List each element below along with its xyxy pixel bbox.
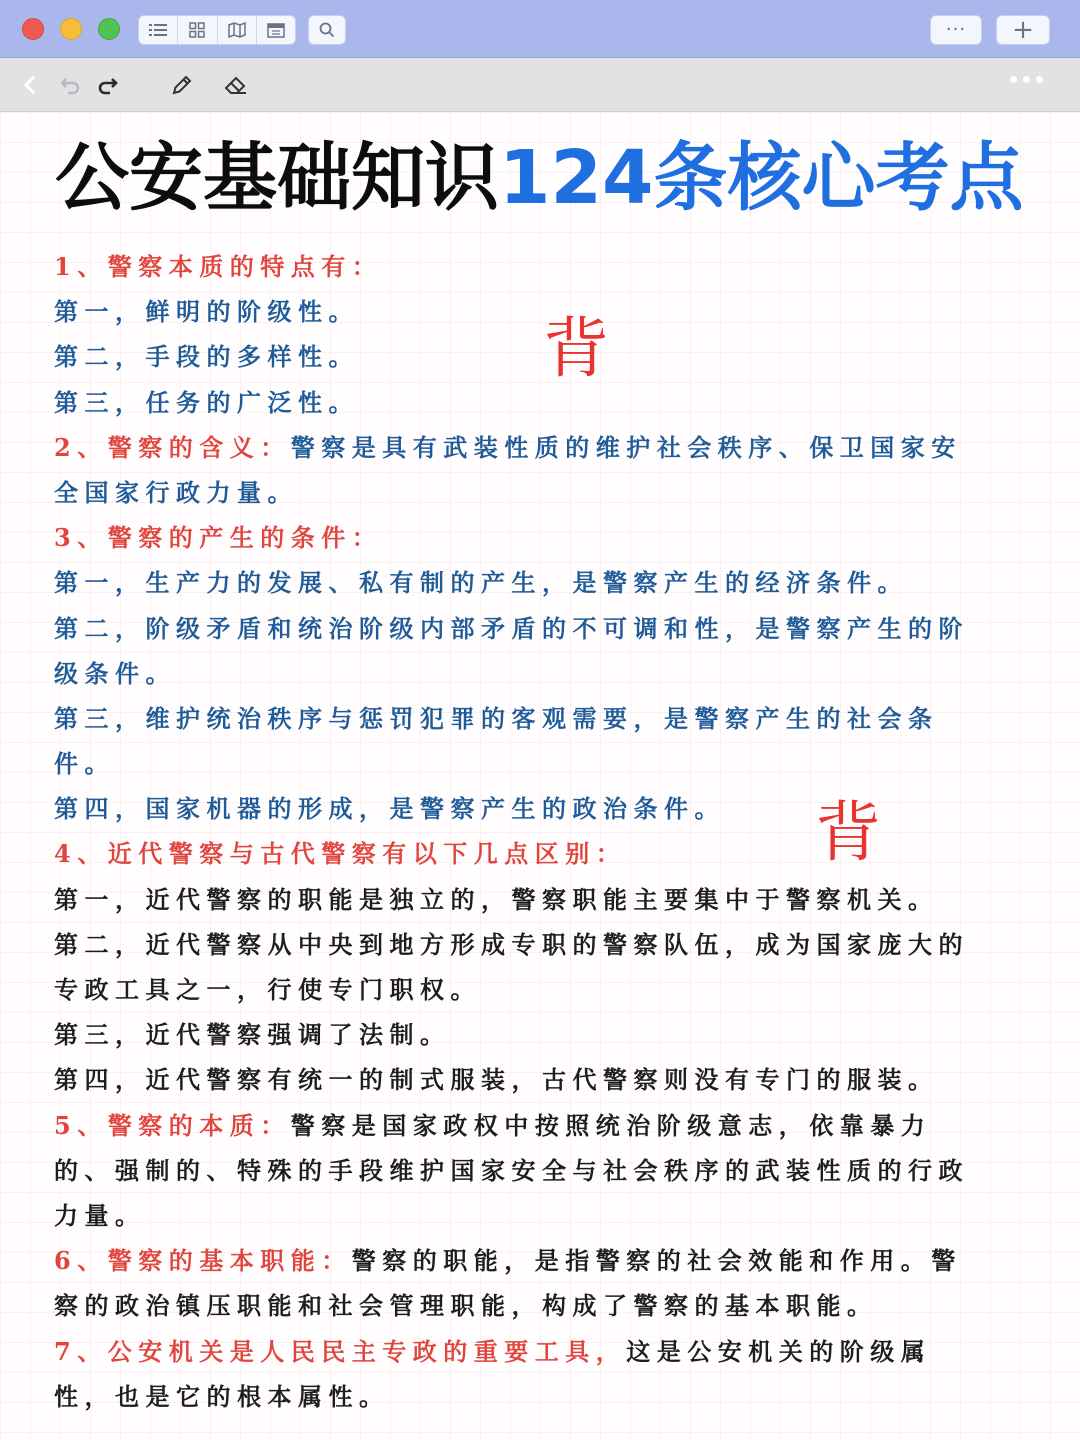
note-line — [54, 1238, 1026, 1283]
back-button[interactable] — [16, 71, 44, 99]
body-text: 的、强制的、特殊的手段维护国家安全与社会秩序的武装性质的行政 — [54, 1155, 969, 1185]
body-text: 这是公安机关的阶级属 — [626, 1336, 932, 1366]
heading-text: 1、警察本质的特点有： — [54, 252, 383, 281]
body-text: 第三，任务的广泛性。 — [54, 387, 359, 417]
map-view-button[interactable] — [218, 16, 257, 44]
note-line — [54, 425, 1026, 470]
note-line — [54, 334, 1026, 379]
body-text: 第一，生产力的发展、私有制的产生，是警察产生的经济条件。 — [54, 568, 908, 598]
search-icon — [319, 22, 335, 38]
heading-text: 3、警察的产生的条件： — [54, 523, 383, 553]
pen-tool-button[interactable] — [168, 71, 196, 99]
plus-icon: + — [1012, 15, 1034, 45]
note-line — [54, 1283, 1026, 1328]
note-line — [54, 1329, 1026, 1374]
body-text: 第一，近代警察的职能是独立的，警察职能主要集中于警察机关。 — [54, 884, 939, 914]
body-text: 件。 — [54, 749, 115, 779]
body-text: 第三，近代警察强调了法制。 — [54, 1020, 451, 1050]
note-line — [54, 1148, 1026, 1193]
note-line — [54, 1103, 1026, 1148]
eraser-tool-button[interactable] — [222, 71, 250, 99]
body-text: 第二，阶级矛盾和统治阶级内部矛盾的不可调和性，是警察产生的阶 — [54, 613, 969, 643]
body-text: 全国家行政力量。 — [54, 477, 298, 507]
body-text: 力量。 — [54, 1200, 146, 1230]
body-text: 专政工具之一，行使专门职权。 — [54, 975, 481, 1004]
undo-icon — [59, 75, 81, 95]
memorize-stamp: 背 — [815, 794, 881, 871]
note-line — [54, 1057, 1026, 1102]
heading-text: 5、警察的本质： — [54, 1110, 291, 1140]
map-icon — [228, 22, 246, 38]
body-text: 级条件。 — [54, 658, 176, 688]
pencil-icon — [170, 73, 194, 97]
ellipsis-icon: ··· — [945, 19, 967, 40]
body-text: 第三，维护统治秩序与惩罚犯罪的客观需要，是警察产生的社会条 — [54, 703, 939, 733]
note-line — [54, 1012, 1026, 1057]
note-title — [55, 135, 1045, 221]
list-icon — [149, 23, 167, 37]
list-view-button[interactable] — [139, 16, 178, 44]
body-text: 警察是具有武装性质的维护社会秩序、保卫国家安 — [290, 432, 962, 462]
note-line — [54, 922, 1026, 967]
note-line — [54, 515, 1026, 560]
body-text: 性，也是它的根本属性。 — [54, 1381, 390, 1411]
redo-button[interactable] — [94, 71, 122, 99]
editor-toolbar — [0, 58, 1080, 112]
chevron-left-icon — [23, 75, 37, 95]
minimize-window-button[interactable] — [60, 18, 82, 40]
note-line — [54, 651, 1026, 696]
note-line — [54, 289, 1026, 334]
memorize-stamp: 背 — [543, 310, 609, 387]
note-line — [54, 606, 1026, 651]
note-line — [54, 1374, 1026, 1419]
body-text: 第四，国家机器的形成，是警察产生的政治条件。 — [54, 794, 725, 824]
heading-text: 6、警察的基本职能： — [54, 1246, 352, 1276]
zoom-window-button[interactable] — [98, 18, 120, 40]
note-line — [54, 244, 1026, 289]
body-text: 第四，近代警察有统一的制式服装，古代警察则没有专门的服装。 — [54, 1065, 939, 1095]
toolbar-more-button[interactable] — [1010, 76, 1043, 83]
body-text: 察的政治镇压职能和社会管理职能，构成了警察的基本职能。 — [54, 1291, 878, 1321]
body-text: 第一，鲜明的阶级性。 — [54, 297, 359, 327]
heading-text: 7、公安机关是人民民主专政的重要工具， — [54, 1336, 627, 1366]
calendar-view-button[interactable] — [257, 16, 295, 44]
note-line — [54, 470, 1026, 515]
body-text: 第二，近代警察从中央到地方形成专职的警察队伍，成为国家庞大的 — [54, 929, 969, 959]
undo-button[interactable] — [56, 71, 84, 99]
close-window-button[interactable] — [22, 18, 44, 40]
heading-text: 4、近代警察与古代警察有以下几点区别： — [54, 839, 627, 869]
new-note-button[interactable] — [996, 15, 1050, 45]
redo-icon — [97, 75, 119, 95]
body-text: 警察是国家政权中按照统治阶级意志，依靠暴力 — [290, 1110, 932, 1140]
title-part-black: 公安基础知识 — [55, 135, 499, 221]
more-options-button[interactable] — [930, 15, 982, 45]
heading-text: 2、警察的含义： — [54, 432, 291, 462]
body-text: 第二，手段的多样性。 — [54, 342, 359, 372]
view-mode-selector — [138, 15, 296, 45]
body-text: 警察的职能，是指警察的社会效能和作用。警 — [351, 1246, 962, 1276]
calendar-icon — [267, 22, 285, 38]
note-line — [54, 380, 1026, 425]
title-part-blue: 124条核心考点 — [499, 135, 1024, 221]
grid-icon — [189, 22, 205, 38]
note-line — [54, 1193, 1026, 1238]
note-line — [54, 877, 1026, 922]
window-titlebar — [0, 0, 1080, 58]
eraser-icon — [223, 73, 249, 97]
note-line — [54, 741, 1026, 786]
note-line — [54, 967, 1026, 1012]
note-line — [54, 696, 1026, 741]
search-button[interactable] — [308, 15, 346, 45]
note-line — [54, 560, 1026, 605]
grid-view-button[interactable] — [178, 16, 217, 44]
